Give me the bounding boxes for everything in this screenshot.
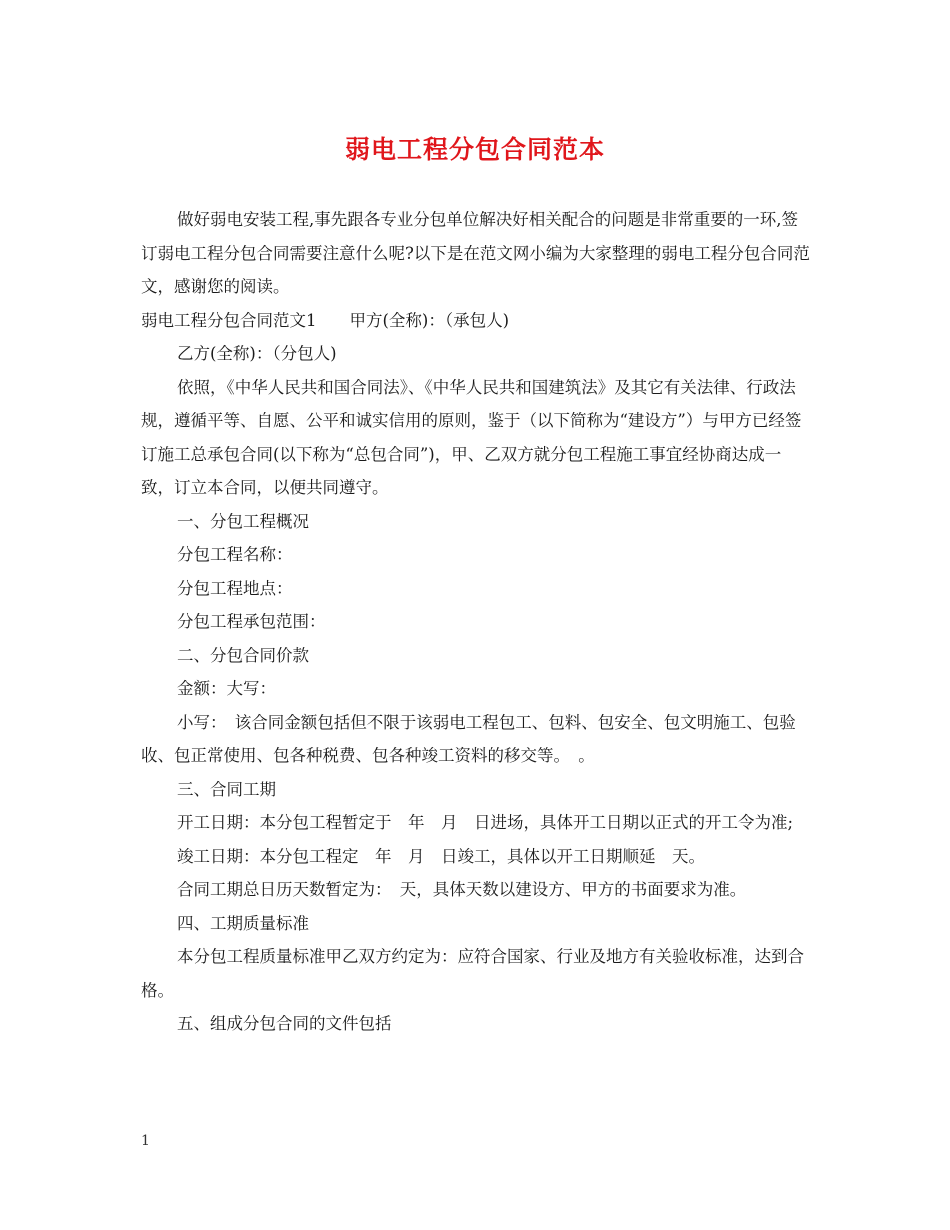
document-title: 弱电工程分包合同范本 [344,135,605,164]
start-date-paragraph: 开工日期：本分包工程暂定于 年 月 日进场，具体开工日期以正式的开工令为准; [177,813,794,832]
quality-standard-paragraph: 本分包工程质量标准甲乙双方约定为：应符合国家、行业及地方有关验收标准，达到合格。 [141,947,804,1000]
section-heading-1: 一、分包工程概况 [177,511,309,531]
project-scope-line: 分包工程承包范围： [177,612,326,631]
contract-header-party-a: 弱电工程分包合同范文1 甲方(全称)：（承包人) [141,310,510,330]
amount-uppercase-line: 金额：大写： [177,679,276,698]
project-name-line: 分包工程名称： [177,545,293,564]
document-body [141,203,811,1041]
party-b-line: 乙方(全称)：（分包人) [177,344,337,363]
preamble-paragraph: 依照，《中华人民共和国合同法》、《中华人民共和国建筑法》及其它有关法律、行政法规，遵循平等、自愿、公平和诚实信用的原则，鉴于（以下简称为“建设方”）与甲方已经签订施工总承包合同(以下称为“总包合同”)，甲、乙双方就分包工程施工事宜经协商达成一致，订立本合同，以便共同遵守。 [141,377,802,497]
page-number: 1 [141,1133,150,1149]
intro-paragraph: 做好弱电安装工程,事先跟各专业分包单位解决好相关配合的问题是非常重要的一环,签订弱电工程分包合同需要注意什么呢?以下是在范文网小编为大家整理的弱电工程分包合同范文，感谢您的阅读。 [141,210,810,296]
completion-date-line: 竣工日期：本分包工程定 年 月 日竣工，具体以开工日期顺延 天。 [177,846,705,866]
section-heading-5: 五、组成分包合同的文件包括 [177,1014,392,1033]
amount-lowercase-paragraph: 小写： 该合同金额包括但不限于该弱电工程包工、包料、包安全、包文明施工、包验收、包正常使用、包各种税费、包各种竣工资料的移交等。 。 [141,712,796,765]
section-heading-2: 二、分包合同价款 [177,645,309,665]
section-heading-4: 四、工期质量标准 [177,913,309,933]
project-location-line: 分包工程地点： [177,578,293,598]
section-heading-3: 三、合同工期 [177,779,276,799]
total-days-line: 合同工期总日历天数暂定为： 天，具体天数以建设方、甲方的书面要求为准。 [177,880,747,899]
